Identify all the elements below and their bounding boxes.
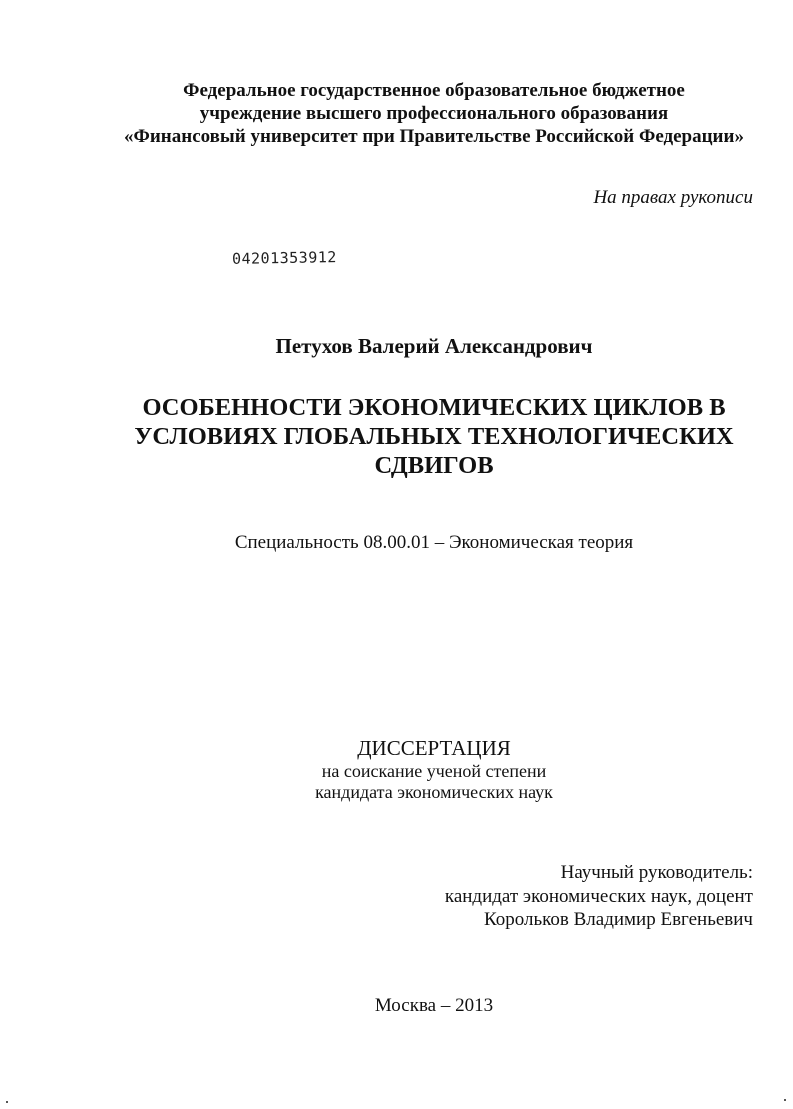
title-line-3: СДВИГОВ (374, 452, 494, 479)
institution-line-2: учреждение высшего профессионального образования (199, 103, 669, 124)
title-line-1: ОСОБЕННОСТИ ЭКОНОМИЧЕСКИХ ЦИКЛОВ В (142, 394, 726, 421)
supervisor-block (445, 861, 753, 932)
institution-header (0, 79, 793, 148)
scan-speck (6, 1101, 8, 1103)
degree-line-3: кандидата экономических наук (315, 782, 553, 802)
supervisor-name: Корольков Владимир Евгеньевич (484, 909, 753, 930)
scan-speck (784, 1099, 786, 1101)
institution-line-3: «Финансовый университет при Правительстве Российской Федерации» (124, 126, 744, 147)
supervisor-label: Научный руководитель: (560, 862, 753, 883)
archive-stamp-number: 04201353912 (231, 248, 337, 268)
manuscript-note: На правах рукописи (593, 187, 753, 208)
dissertation-title (0, 393, 793, 480)
degree-type: ДИССЕРТАЦИЯ (357, 736, 511, 760)
degree-line-2: на соискание ученой степени (321, 761, 547, 781)
institution-line-1: Федеральное государственное образовательное бюджетное (183, 80, 685, 101)
title-line-2: УСЛОВИЯХ ГЛОБАЛЬНЫХ ТЕХНОЛОГИЧЕСКИХ (134, 423, 734, 450)
city-year: Москва – 2013 (374, 995, 494, 1016)
author-name: Петухов Валерий Александрович (275, 334, 593, 358)
supervisor-credentials: кандидат экономических наук, доцент (444, 885, 753, 907)
specialty-line: Специальность 08.00.01 – Экономическая теория (234, 532, 634, 553)
degree-block (0, 735, 793, 803)
